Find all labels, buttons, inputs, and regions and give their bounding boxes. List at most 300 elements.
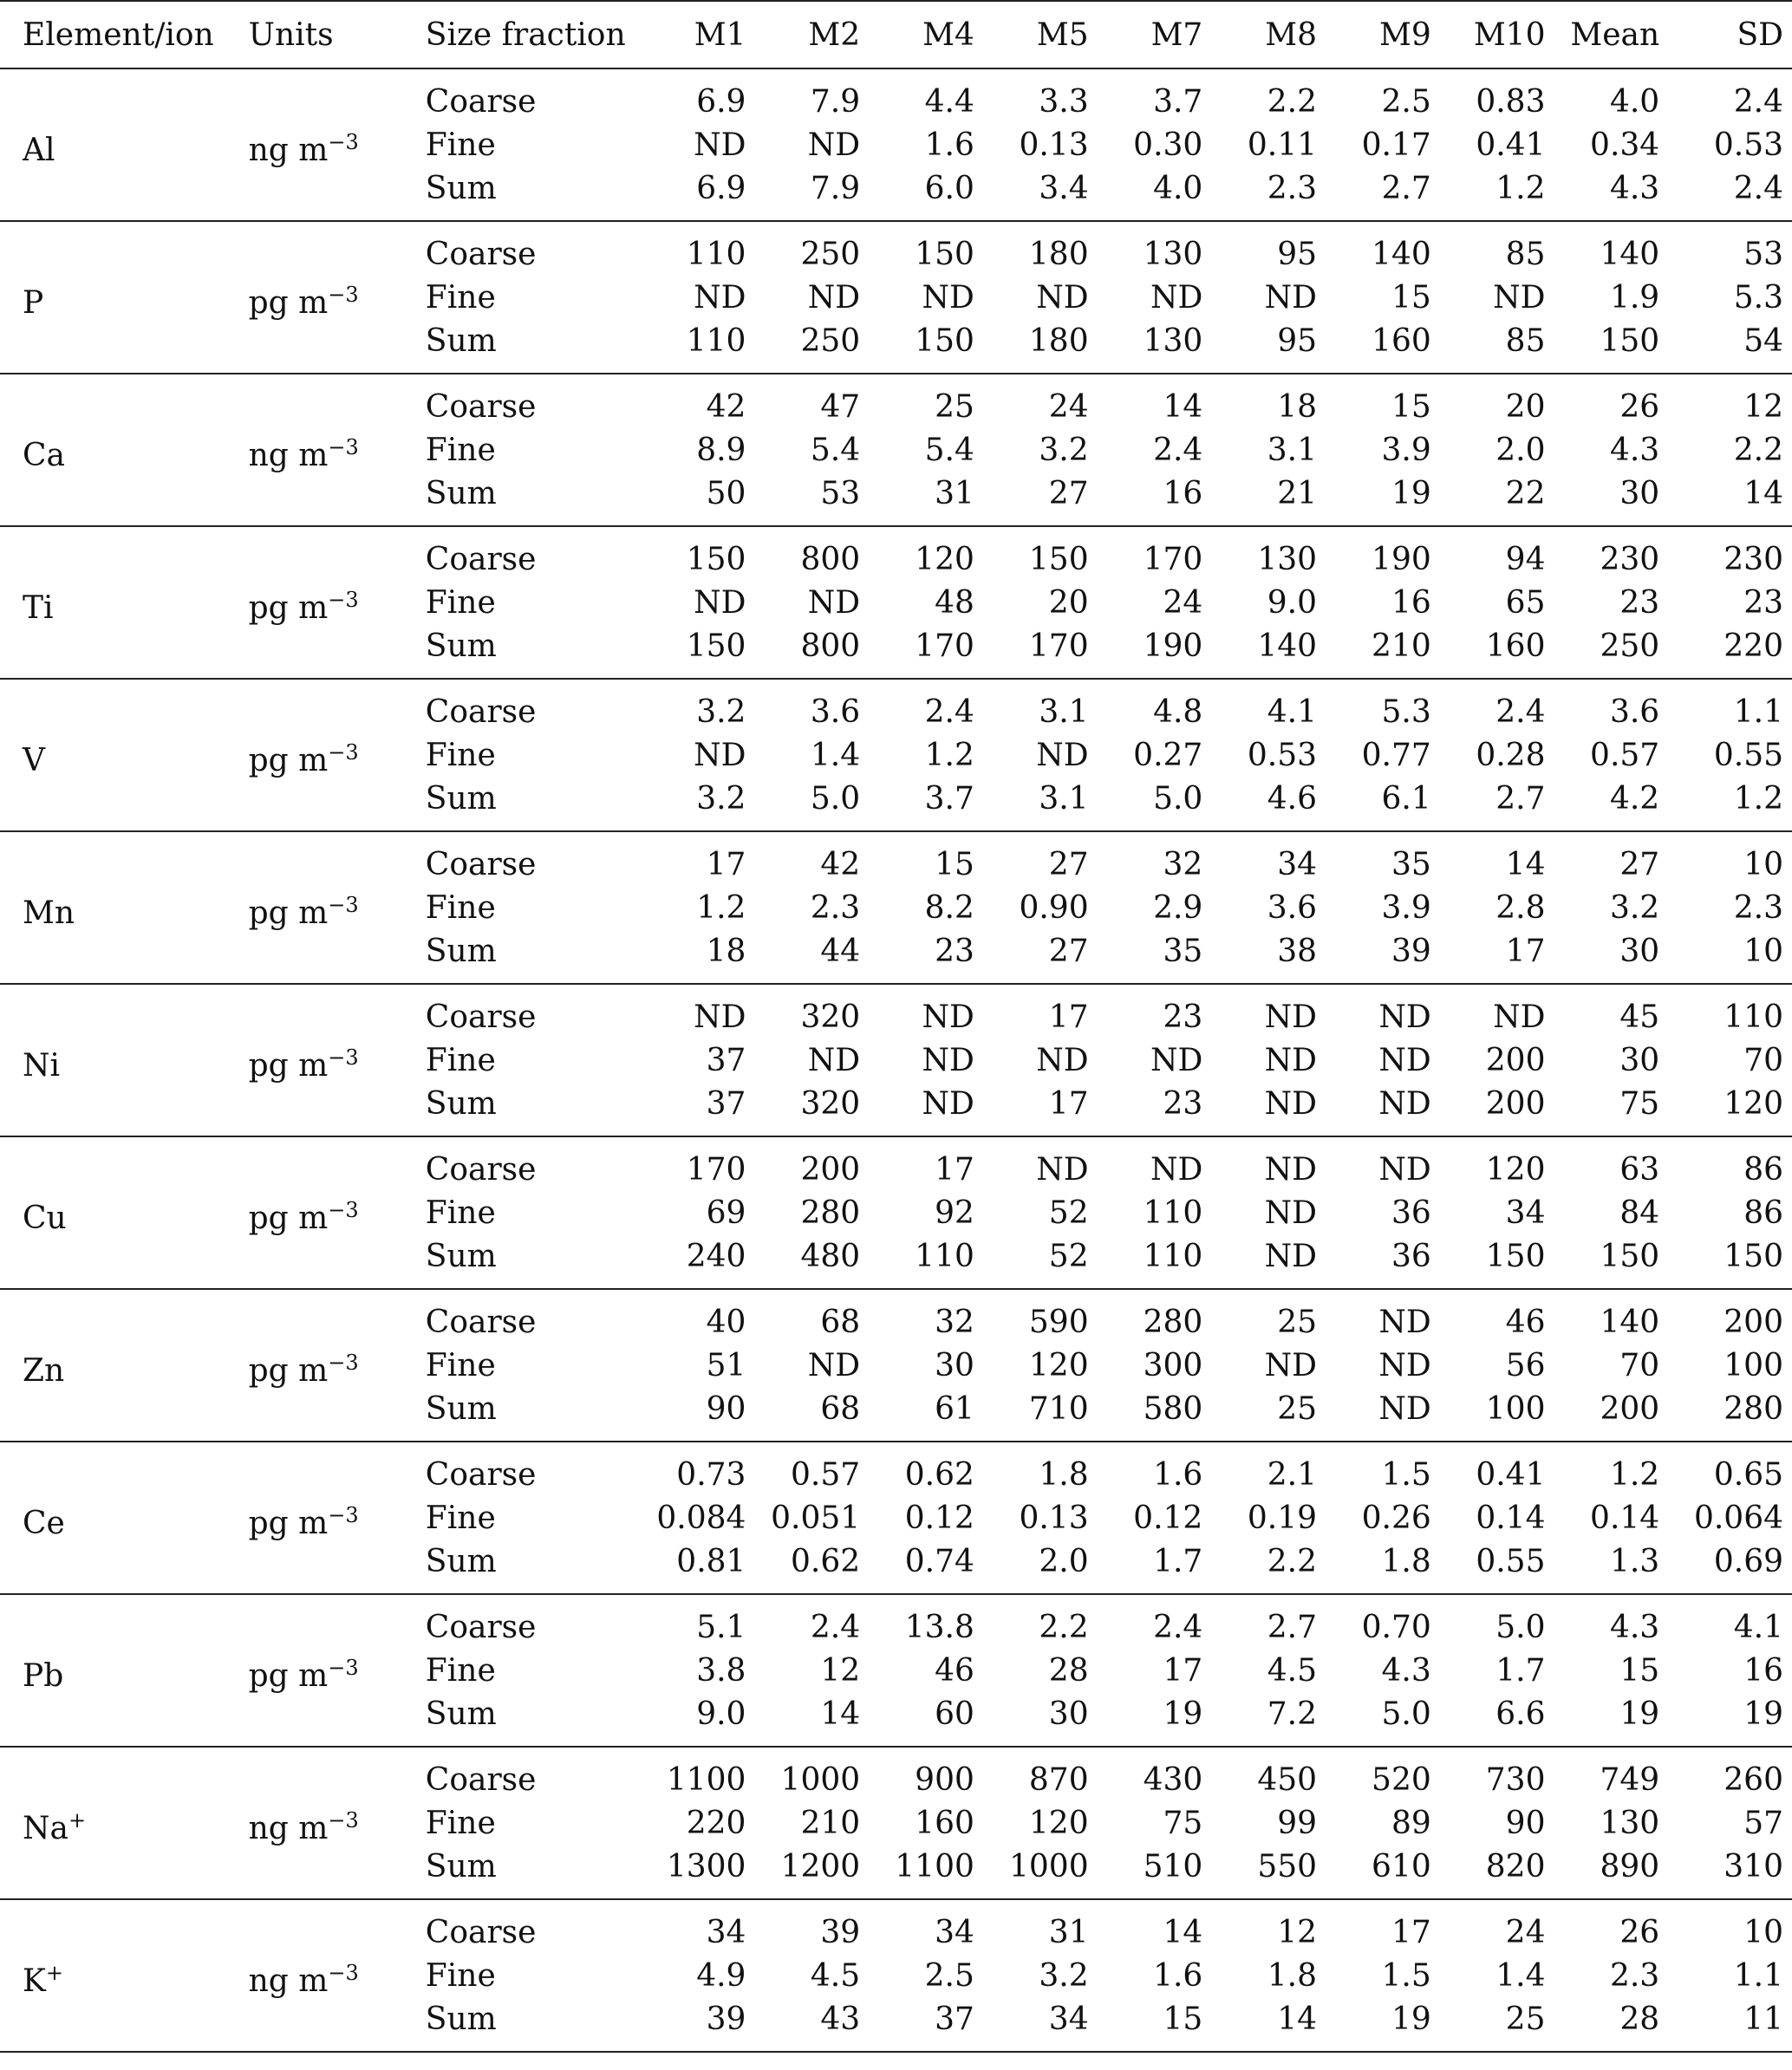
value-cell: 9.0: [1267, 584, 1318, 621]
size-fraction: Fine: [425, 1805, 496, 1841]
column-header: Size fraction: [417, 1, 641, 68]
value-cell: 4.1: [1267, 693, 1318, 730]
value-cell: 2.4: [1733, 170, 1783, 206]
value-cell: 0.28: [1476, 737, 1546, 773]
value-cell: 1.3: [1609, 1543, 1660, 1579]
value-cell: 6.9: [696, 170, 746, 206]
value-cell: 820: [1485, 1848, 1546, 1884]
value-cell: 0.051: [771, 1500, 861, 1536]
column-header: M1: [641, 1, 755, 68]
value-cell: 27: [1048, 933, 1089, 969]
value-cell: 0.41: [1476, 127, 1546, 163]
size-fraction: Coarse: [425, 1761, 537, 1798]
value-cell: 23: [1163, 1085, 1203, 1122]
value-cell: 1.2: [1733, 780, 1783, 817]
value-cell: 200: [800, 1151, 861, 1188]
value-cell: 2.5: [924, 1957, 974, 1994]
value-cell: 4.1: [1733, 1609, 1783, 1645]
value-cell: 12: [1743, 388, 1783, 425]
value-cell: 1.2: [924, 737, 974, 773]
value-cell: ND: [922, 1042, 974, 1078]
value-cell: 1.5: [1381, 1456, 1431, 1493]
value-cell: 22: [1505, 475, 1546, 511]
value-cell: 10: [1743, 933, 1783, 969]
value-cell: 37: [706, 1085, 746, 1122]
value-cell: ND: [922, 279, 974, 316]
value-cell: 10: [1743, 846, 1783, 882]
value-cell: 130: [1143, 236, 1203, 272]
value-cell: 1200: [780, 1848, 861, 1884]
value-cell: 110: [915, 1238, 974, 1274]
value-cell: 280: [1724, 1390, 1783, 1427]
value-cell: ND: [1378, 1390, 1431, 1427]
value-cell: 0.064: [1693, 1500, 1783, 1536]
value-cell: 590: [1028, 1304, 1089, 1340]
value-cell: ND: [1264, 1238, 1318, 1274]
value-cell: 0.26: [1361, 1500, 1431, 1536]
value-cell: 5.0: [1381, 1696, 1431, 1732]
value-cell: 3.6: [1609, 693, 1660, 730]
value-cell: 20: [1048, 584, 1089, 621]
column-header: M9: [1326, 1, 1440, 68]
value-cell: 19: [1619, 1696, 1660, 1732]
value-cell: 8.2: [924, 889, 974, 926]
value-cell: 450: [1257, 1761, 1318, 1798]
value-cell: 200: [1485, 1042, 1546, 1078]
value-cell: 94: [1505, 541, 1546, 577]
value-cell: 34: [1505, 1194, 1546, 1231]
element-name: Ce: [23, 1505, 65, 1541]
value-cell: 90: [1505, 1805, 1546, 1841]
value-cell: 1.2: [1496, 170, 1546, 206]
value-cell: ND: [922, 1085, 974, 1122]
value-cell: ND: [1150, 1151, 1203, 1188]
value-cell: 120: [915, 541, 974, 577]
value-cell: 34: [706, 1914, 746, 1950]
value-cell: 28: [1048, 1652, 1089, 1689]
value-cell: 800: [800, 541, 861, 577]
units: pg $m^{-3}$: [248, 1197, 359, 1236]
value-cell: 43: [820, 2001, 861, 2037]
value-cell: 28: [1619, 2001, 1660, 2037]
value-cell: 7.9: [810, 170, 861, 206]
value-cell: 200: [1724, 1304, 1783, 1340]
value-cell: 70: [1743, 1042, 1783, 1078]
value-cell: 8.9: [696, 432, 746, 468]
value-cell: 0.70: [1361, 1609, 1431, 1645]
value-cell: 5.0: [1496, 1609, 1546, 1645]
units: pg $m^{-3}$: [248, 1045, 359, 1084]
value-cell: 2.3: [1267, 170, 1318, 206]
value-cell: 4.4: [924, 83, 974, 120]
value-cell: 130: [1257, 541, 1318, 577]
value-cell: ND: [1378, 1151, 1431, 1188]
value-cell: 3.4: [1039, 170, 1089, 206]
value-cell: 250: [1600, 628, 1660, 664]
element-group: [0, 1289, 1792, 1442]
value-cell: 2.2: [1267, 1543, 1318, 1579]
value-cell: 84: [1619, 1194, 1660, 1231]
value-cell: 25: [935, 388, 974, 425]
column-header: M2: [754, 1, 869, 68]
value-cell: 3.1: [1039, 693, 1089, 730]
size-fraction: Sum: [425, 933, 497, 969]
value-cell: 35: [1391, 846, 1431, 882]
value-cell: 1.5: [1381, 1957, 1431, 1994]
value-cell: 4.0: [1609, 83, 1660, 120]
value-cell: 170: [1028, 628, 1089, 664]
table-row: [0, 1442, 1792, 1496]
value-cell: 18: [706, 933, 746, 969]
value-cell: 0.11: [1247, 127, 1318, 163]
value-cell: 12: [1277, 1914, 1318, 1950]
value-cell: 0.30: [1133, 127, 1203, 163]
size-fraction: Coarse: [425, 1304, 537, 1340]
value-cell: ND: [1264, 999, 1318, 1035]
value-cell: 46: [1505, 1304, 1546, 1340]
value-cell: 24: [1048, 388, 1089, 425]
size-fraction: Sum: [425, 1543, 497, 1579]
value-cell: 19: [1163, 1696, 1203, 1732]
value-cell: 1300: [666, 1848, 746, 1884]
value-cell: 160: [915, 1805, 974, 1841]
value-cell: 6.1: [1381, 780, 1431, 817]
value-cell: 1.8: [1039, 1456, 1089, 1493]
value-cell: ND: [807, 1042, 861, 1078]
table-row: [0, 1594, 1792, 1649]
element-group: [0, 1899, 1792, 2052]
value-cell: ND: [922, 999, 974, 1035]
value-cell: 430: [1143, 1761, 1203, 1798]
value-cell: 37: [706, 1042, 746, 1078]
value-cell: 24: [1163, 584, 1203, 621]
value-cell: 2.4: [1153, 1609, 1203, 1645]
value-cell: 3.7: [1153, 83, 1203, 120]
value-cell: 4.3: [1609, 170, 1660, 206]
units: ng $m^{-3}$: [248, 129, 359, 168]
value-cell: 0.12: [904, 1500, 974, 1536]
value-cell: 110: [686, 322, 746, 359]
value-cell: 31: [935, 475, 974, 511]
value-cell: 4.3: [1381, 1652, 1431, 1689]
value-cell: 31: [1048, 1914, 1089, 1950]
value-cell: ND: [1264, 1347, 1318, 1383]
value-cell: 180: [1028, 236, 1089, 272]
value-cell: 3.2: [696, 780, 746, 817]
element-name: Cu: [23, 1200, 67, 1236]
value-cell: 1.1: [1733, 1957, 1783, 1994]
value-cell: 250: [800, 236, 861, 272]
value-cell: 0.62: [904, 1456, 974, 1493]
value-cell: 16: [1163, 475, 1203, 511]
value-cell: 4.3: [1609, 432, 1660, 468]
value-cell: ND: [694, 737, 746, 773]
value-cell: 7.2: [1267, 1696, 1318, 1732]
value-cell: ND: [1378, 1042, 1431, 1078]
value-cell: 550: [1257, 1848, 1318, 1884]
value-cell: 17: [1505, 933, 1546, 969]
value-cell: 50: [706, 475, 746, 511]
value-cell: 5.0: [1153, 780, 1203, 817]
value-cell: 20: [1505, 388, 1546, 425]
value-cell: 3.9: [1381, 889, 1431, 926]
value-cell: 4.5: [810, 1957, 861, 1994]
table-row: [0, 374, 1792, 428]
value-cell: 130: [1600, 1805, 1660, 1841]
value-cell: 14: [1163, 1914, 1203, 1950]
value-cell: 0.62: [791, 1543, 861, 1579]
value-cell: ND: [694, 584, 746, 621]
value-cell: 42: [706, 388, 746, 425]
units: pg $m^{-3}$: [248, 739, 359, 778]
value-cell: 38: [1277, 933, 1318, 969]
value-cell: 47: [820, 388, 861, 425]
value-cell: 4.8: [1153, 693, 1203, 730]
value-cell: 86: [1743, 1151, 1783, 1188]
size-fraction: Fine: [425, 1500, 496, 1536]
value-cell: 30: [1619, 933, 1660, 969]
value-cell: 320: [800, 1085, 861, 1122]
size-fraction: Sum: [425, 1390, 497, 1427]
value-cell: 14: [1743, 475, 1783, 511]
value-cell: 2.9: [1153, 889, 1203, 926]
value-cell: 53: [1743, 236, 1783, 272]
size-fraction: Fine: [425, 1652, 496, 1689]
units: ng $m^{-3}$: [248, 1960, 359, 1999]
value-cell: ND: [1264, 1042, 1318, 1078]
value-cell: 42: [820, 846, 861, 882]
value-cell: 17: [1048, 999, 1089, 1035]
value-cell: 230: [1724, 541, 1783, 577]
size-fraction: Coarse: [425, 999, 537, 1035]
size-fraction: Sum: [425, 1696, 497, 1732]
value-cell: 4.3: [1609, 1609, 1660, 1645]
size-fraction: Sum: [425, 1848, 497, 1884]
value-cell: 100: [1485, 1390, 1546, 1427]
element-group: [0, 526, 1792, 679]
value-cell: ND: [1378, 1347, 1431, 1383]
value-cell: 190: [1372, 541, 1431, 577]
header-row: [0, 1, 1792, 68]
value-cell: 1.2: [1609, 1456, 1660, 1493]
value-cell: 0.73: [676, 1456, 746, 1493]
value-cell: 250: [800, 322, 861, 359]
value-cell: 95: [1277, 236, 1318, 272]
value-cell: 32: [1163, 846, 1203, 882]
value-cell: 320: [800, 999, 861, 1035]
value-cell: 92: [935, 1194, 974, 1231]
value-cell: 580: [1143, 1390, 1203, 1427]
value-cell: 0.14: [1476, 1500, 1546, 1536]
value-cell: 900: [915, 1761, 974, 1798]
value-cell: 1.4: [1496, 1957, 1546, 1994]
value-cell: 220: [1724, 628, 1783, 664]
value-cell: 0.83: [1476, 83, 1546, 120]
value-cell: 0.13: [1019, 1500, 1089, 1536]
size-fraction: Fine: [425, 1957, 496, 1994]
element-group: [0, 1594, 1792, 1747]
value-cell: 61: [935, 1390, 974, 1427]
value-cell: 140: [1372, 236, 1431, 272]
value-cell: 10: [1743, 1914, 1783, 1950]
value-cell: 870: [1028, 1761, 1089, 1798]
value-cell: 180: [1028, 322, 1089, 359]
value-cell: 280: [800, 1194, 861, 1231]
value-cell: 2.0: [1496, 432, 1546, 468]
value-cell: ND: [807, 1347, 861, 1383]
element-name: Zn: [23, 1352, 65, 1389]
size-fraction: Sum: [425, 322, 497, 359]
value-cell: 160: [1372, 322, 1431, 359]
value-cell: 17: [1048, 1085, 1089, 1122]
element-name: Ca: [23, 437, 66, 473]
value-cell: 2.4: [810, 1609, 861, 1645]
value-cell: ND: [807, 127, 861, 163]
size-fraction: Fine: [425, 127, 496, 163]
size-fraction: Coarse: [425, 1151, 537, 1188]
value-cell: 99: [1277, 1805, 1318, 1841]
value-cell: ND: [1493, 279, 1546, 316]
value-cell: ND: [1264, 279, 1318, 316]
value-cell: 0.65: [1713, 1456, 1783, 1493]
value-cell: 3.3: [1039, 83, 1089, 120]
value-cell: 2.3: [810, 889, 861, 926]
value-cell: 34: [1277, 846, 1318, 882]
value-cell: 23: [935, 933, 974, 969]
value-cell: 25: [1505, 2001, 1546, 2037]
value-cell: 21: [1277, 475, 1318, 511]
table-row: [0, 831, 1792, 886]
value-cell: 15: [1163, 2001, 1203, 2037]
table-row: [0, 1747, 1792, 1801]
value-cell: ND: [1264, 1085, 1318, 1122]
value-cell: 2.2: [1267, 83, 1318, 120]
size-fraction: Sum: [425, 1085, 497, 1122]
value-cell: 240: [686, 1238, 746, 1274]
value-cell: 4.9: [696, 1957, 746, 1994]
value-cell: 110: [686, 236, 746, 272]
element-name: V: [23, 742, 45, 778]
size-fraction: Coarse: [425, 388, 537, 425]
value-cell: 150: [1600, 322, 1660, 359]
column-header: M10: [1440, 1, 1554, 68]
value-cell: 6.6: [1496, 1696, 1546, 1732]
column-header: Units: [240, 1, 417, 68]
value-cell: 140: [1600, 236, 1660, 272]
value-cell: 15: [1391, 388, 1431, 425]
element-name: K+: [23, 1960, 64, 1999]
table-row: [0, 1136, 1792, 1191]
value-cell: 260: [1724, 1761, 1783, 1798]
value-cell: 2.7: [1496, 780, 1546, 817]
value-cell: 5.4: [810, 432, 861, 468]
value-cell: 2.7: [1381, 170, 1431, 206]
value-cell: 0.13: [1019, 127, 1089, 163]
value-cell: 27: [1048, 846, 1089, 882]
value-cell: 68: [820, 1304, 861, 1340]
value-cell: 1.6: [924, 127, 974, 163]
value-cell: 27: [1048, 475, 1089, 511]
size-fraction: Coarse: [425, 1609, 537, 1645]
size-fraction: Fine: [425, 584, 496, 621]
value-cell: 1000: [1008, 1848, 1089, 1884]
value-cell: 18: [1277, 388, 1318, 425]
value-cell: 14: [1277, 2001, 1318, 2037]
value-cell: ND: [1264, 1194, 1318, 1231]
value-cell: 30: [1048, 1696, 1089, 1732]
value-cell: 610: [1372, 1848, 1431, 1884]
size-fraction: Coarse: [425, 693, 537, 730]
element-name: Mn: [23, 895, 75, 931]
value-cell: 150: [1600, 1238, 1660, 1274]
value-cell: 3.6: [810, 693, 861, 730]
value-cell: 150: [1028, 541, 1089, 577]
table-row: [0, 1289, 1792, 1344]
value-cell: 53: [820, 475, 861, 511]
value-cell: ND: [1378, 999, 1431, 1035]
value-cell: ND: [1150, 1042, 1203, 1078]
value-cell: 140: [1257, 628, 1318, 664]
element-name: Pb: [23, 1657, 64, 1694]
value-cell: 90: [706, 1390, 746, 1427]
value-cell: 2.7: [1267, 1609, 1318, 1645]
value-cell: 63: [1619, 1151, 1660, 1188]
value-cell: 23: [1619, 584, 1660, 621]
value-cell: 140: [1600, 1304, 1660, 1340]
value-cell: 24: [1505, 1914, 1546, 1950]
value-cell: 1.2: [696, 889, 746, 926]
element-group: [0, 679, 1792, 831]
value-cell: 1100: [895, 1848, 974, 1884]
value-cell: 0.69: [1713, 1543, 1783, 1579]
value-cell: 17: [1163, 1652, 1203, 1689]
value-cell: 0.55: [1713, 737, 1783, 773]
value-cell: ND: [1378, 1085, 1431, 1122]
value-cell: 0.14: [1590, 1500, 1660, 1536]
table-row: [0, 1899, 1792, 1954]
value-cell: ND: [1150, 279, 1203, 316]
value-cell: 11: [1743, 2001, 1783, 2037]
value-cell: 170: [686, 1151, 746, 1188]
value-cell: 25: [1277, 1390, 1318, 1427]
value-cell: 46: [935, 1652, 974, 1689]
value-cell: 44: [820, 933, 861, 969]
value-cell: 2.3: [1609, 1957, 1660, 1994]
value-cell: 34: [1048, 2001, 1089, 2037]
value-cell: 0.57: [1590, 737, 1660, 773]
value-cell: 1.4: [810, 737, 861, 773]
value-cell: 0.27: [1133, 737, 1203, 773]
element-group: [0, 221, 1792, 374]
value-cell: 1000: [780, 1761, 861, 1798]
value-cell: 1.7: [1496, 1652, 1546, 1689]
value-cell: 2.4: [924, 693, 974, 730]
units: ng $m^{-3}$: [248, 1807, 359, 1846]
value-cell: 100: [1724, 1347, 1783, 1383]
value-cell: 39: [706, 2001, 746, 2037]
value-cell: 2.1: [1267, 1456, 1318, 1493]
units: ng $m^{-3}$: [248, 434, 359, 473]
value-cell: 0.19: [1247, 1500, 1318, 1536]
value-cell: 89: [1391, 1805, 1431, 1841]
value-cell: 2.4: [1496, 693, 1546, 730]
value-cell: 75: [1163, 1805, 1203, 1841]
value-cell: 26: [1619, 388, 1660, 425]
value-cell: 300: [1143, 1347, 1203, 1383]
value-cell: 170: [1143, 541, 1203, 577]
value-cell: 3.2: [696, 693, 746, 730]
units: pg $m^{-3}$: [248, 282, 359, 321]
